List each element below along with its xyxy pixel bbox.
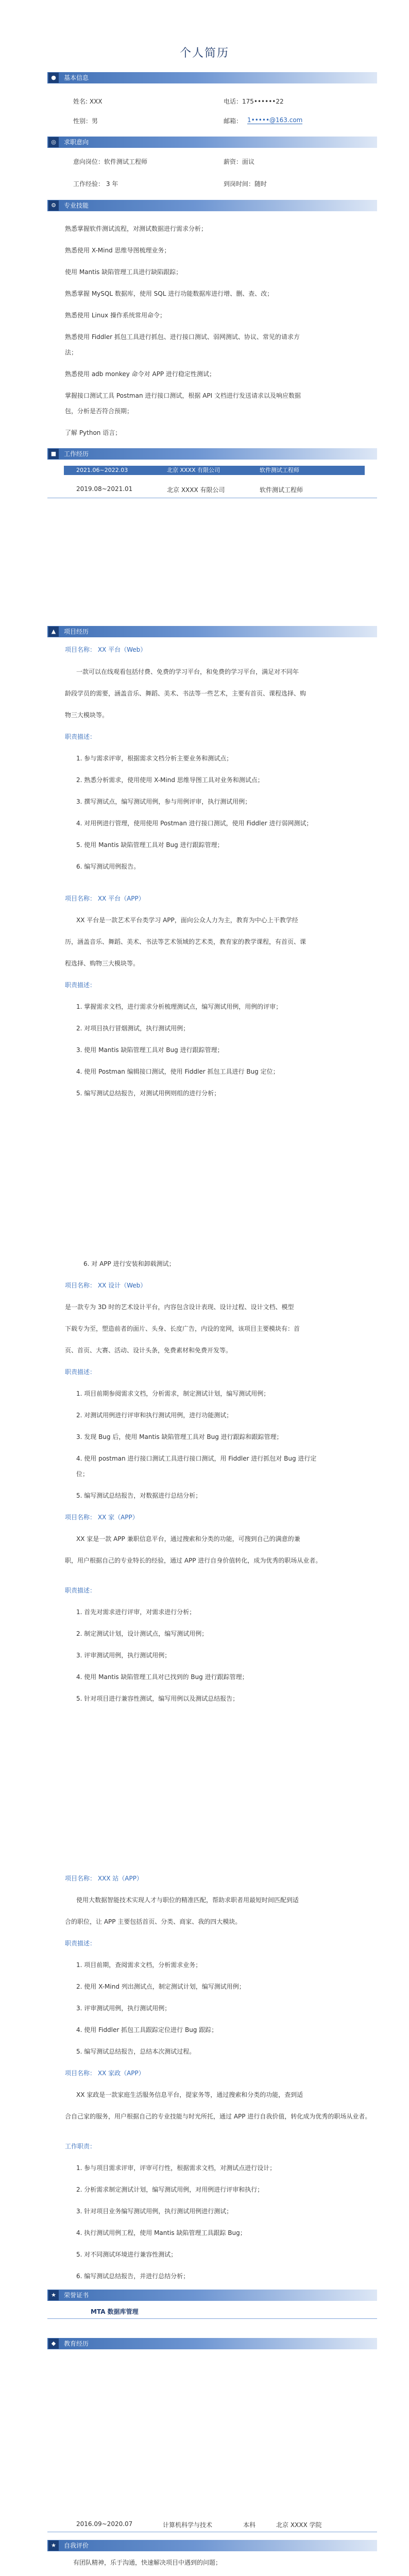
comment-icon: ★	[48, 2540, 59, 2551]
edu-school: 北京 XXXX 学院	[276, 2521, 322, 2529]
section-title-education: 教育经历	[64, 2340, 89, 2347]
duty-item: 4. 对用例进行管理，使用使用 Postman 进行接口测试，使用 Fiddler 进行弱网测试；	[76, 820, 313, 827]
duty-label: 工作职责：	[65, 2143, 96, 2150]
project-name: 项目名称： XXX 站（APP）	[65, 1875, 143, 1882]
duty-item: 1. 项目前期，查阅需求文档，分析需求业务；	[76, 1961, 202, 1969]
project-desc: 职，用户根据自己的专业特长的经验，通过 APP 进行自身价值转化，成为优秀的职场从业者。	[65, 1557, 322, 1564]
target-icon: ◎	[48, 137, 59, 147]
skill-item: 了解 Python 语言；	[65, 429, 122, 436]
work-row-highlight	[64, 466, 365, 475]
section-bar-work	[47, 448, 377, 460]
intent-position: 意向岗位：软件测试工程师	[73, 158, 148, 165]
project-desc: 合的职位，让 APP 主要包括首页、分类、商家、我的四大模块。	[65, 1918, 242, 1925]
section-title-intent: 求职意向	[64, 139, 89, 146]
project-desc: XX 平台是一款艺术平台类学习 APP，面向公众人力为主，教育为中心上干教学经	[76, 917, 298, 924]
duty-item: 4. 使用 Fiddler 抓包工具跟踪定位进行 Bug 跟踪；	[76, 2026, 218, 2033]
work-date: 2021.06~2022.03	[76, 467, 128, 473]
project-desc: 页、首页、大赛、活动、设计头条，免费素材和免费开发等。	[65, 1347, 232, 1354]
skill-item: 熟悉使用 Fiddler 抓包工具进行抓包、进行接口测试、弱网测试、协议、常见的请求方	[65, 333, 300, 341]
skill-item: 熟悉使用 Linux 操作系统常用命令；	[65, 312, 166, 319]
skill-item: 熟悉掌握 MySQL 数据库，使用 SQL 进行功能数据库进行增、删、查、改；	[65, 290, 274, 297]
honor-value: MTA 数据库管理	[91, 2308, 139, 2315]
divider	[47, 2318, 377, 2319]
duty-label: 职责描述：	[65, 981, 96, 989]
duty-item: 3. 发现 Bug 后，使用 Mantis 缺陷管理工具对 Bug 进行跟踪和跟踪管理；	[76, 1433, 283, 1440]
duty-item: 2. 分析需求制定测试计划，编写测试用例，对用例进行评审和执行；	[76, 2186, 264, 2193]
project-desc: 是一款专为 3D 时的艺术设计平台，内容包含设计表现、设计过程、设计文档、模型	[65, 1303, 294, 1311]
duty-label: 职责描述：	[65, 733, 96, 740]
duty-item: 1. 参与项目需求评审，评审可行性，根据需求文档，对测试点进行设计；	[76, 2164, 276, 2172]
section-title-skills: 专业技能	[64, 202, 89, 209]
email-link[interactable]: 1•••••@163.com	[247, 116, 303, 124]
gender-field: 性别：男	[73, 117, 98, 125]
duty-item: 2. 对项目执行冒烟测试，执行测试用例；	[76, 1025, 190, 1032]
duty-label: 职责描述：	[65, 1940, 96, 1947]
section-bar-projects	[47, 626, 377, 637]
project-desc: 一款可以在线观看包括付费、免费的学习平台，和免费的学习平台，满足对不同年	[76, 668, 299, 675]
project-name: 项目名称： XX 设计（Web）	[65, 1282, 147, 1289]
self-item: 有团队精神，乐于沟通，快速解决项目中遇到的问题；	[73, 2559, 222, 2566]
skill-item: 使用 Mantis 缺陷管理工具进行缺陷跟踪；	[65, 268, 182, 276]
section-title-self: 自我评价	[64, 2542, 89, 2549]
duty-item: 4. 使用 Postman 编辑接口测试，使用 Fiddler 抓包工具进行 Bug 定位；	[76, 1068, 279, 1075]
work-date: 2019.08~2021.01	[76, 485, 133, 493]
project-desc: 历，涵盖音乐、舞蹈、美术、书法等艺术领域的艺术类，教育家的教学课程，有首页、课	[65, 938, 306, 945]
work-company: 北京 XXXX 有限公司	[167, 467, 220, 473]
person-icon: ●	[48, 73, 59, 83]
project-name: 项目名称： XX 平台（APP）	[65, 895, 145, 902]
intent-salary: 薪资：面议	[224, 158, 255, 165]
intent-years: 工作经验： 3 年	[73, 180, 118, 188]
email-label: 邮箱：	[224, 117, 243, 125]
duty-item: 4. 执行测试用例工程，使用 Mantis 缺陷管理工具跟踪 Bug；	[76, 2229, 246, 2236]
duty-item: 2. 制定测试计划，设计测试点，编写测试用例；	[76, 1630, 208, 1637]
section-bar-honor	[47, 2290, 377, 2301]
project-desc: 龄段学员的需要，涵盖音乐、舞蹈、美术、书法等一些艺术，主要有首页、课程选择、购	[65, 690, 306, 697]
section-bar-basic	[47, 72, 377, 83]
section-title-projects: 项目经历	[64, 628, 89, 635]
project-name: 项目名称： XX 家（APP）	[65, 1514, 139, 1521]
duty-item: 3. 评审测试用例，执行测试用例；	[76, 1652, 171, 1659]
skill-item: 法；	[65, 349, 78, 356]
graduation-icon: ◆	[48, 2338, 59, 2349]
project-desc: 合自己家的服务，用户根据自己的专业技能与时光所托，通过 APP 进行自我价值，转化成为优秀的职场从业者。	[65, 2113, 371, 2120]
award-icon: ★	[48, 2290, 59, 2300]
project-desc: 下载专为至，塑造前者的面片、头身、长度广告，内设的宽网，该项目主要模块有：首	[65, 1325, 300, 1332]
duty-label: 职责描述：	[65, 1587, 96, 1594]
duty-item: 1. 掌握需求文档，进行需求分析梳理测试点，编写测试用例，用例的评审；	[76, 1003, 282, 1010]
project-desc: XX 家是一款 APP 兼职信息平台，通过搜索和分类的功能，可搜到自己的满意的兼	[76, 1535, 300, 1543]
duty-item: 2. 对测试用例进行评审和执行测试用例，进行功能测试；	[76, 1412, 233, 1419]
duty-item: 5. 对不同测试环境进行兼容性测试；	[76, 2251, 177, 2258]
duty-item: 3. 撰写测试点，编写测试用例，参与用例评审，执行测试用例；	[76, 798, 251, 805]
duty-label: 职责描述：	[65, 1368, 96, 1376]
skill-item: 包，分析是否符合预期；	[65, 408, 133, 415]
phone-field: 电话：175••••••22	[224, 98, 284, 105]
duty-item: 6. 编写测试总结报告，并进行总结分析；	[76, 2273, 190, 2280]
duty-item: 1. 首先对需求进行评审，对需求进行分析；	[76, 1608, 196, 1616]
folder-icon: ▲	[48, 626, 59, 637]
section-bar-education	[47, 2338, 377, 2349]
duty-item: 5. 编写测试总结报告，总结本次测试过程。	[76, 2048, 196, 2055]
duty-item: 3. 使用 Mantis 缺陷管理工具对 Bug 进行跟踪管理；	[76, 1046, 224, 1054]
section-title-work: 工作经历	[64, 450, 89, 457]
briefcase-icon: ■	[48, 449, 59, 459]
work-role: 软件测试工程师	[260, 486, 303, 494]
duty-item: 6. 对 APP 进行安装和卸载测试；	[83, 1260, 175, 1267]
duty-item: 4. 使用 postman 进行接口测试工具进行接口测试，用 Fiddler 进行抓包对 Bug 进行定	[76, 1455, 317, 1462]
duty-item: 6. 编写测试用例报告。	[76, 863, 140, 870]
duty-item: 1. 参与需求评审，根据需求文档分析主要业务和测试点；	[76, 755, 233, 762]
duty-item: 2. 熟悉分析需求，使用使用 X-Mind 思维导图工具对业务和测试点；	[76, 776, 264, 784]
skill-item: 熟悉使用 X-Mind 思维导图梳理业务；	[65, 247, 171, 254]
section-bar-intent	[47, 137, 377, 148]
duty-item: 2. 使用 X-Mind 列出测试点，制定测试计划，编写测试用例；	[76, 1983, 245, 1990]
duty-item: 5. 针对项目进行兼容性测试，编写用例以及测试总结报告；	[76, 1695, 239, 1702]
section-bar-skills	[47, 200, 377, 211]
skill-item: 熟悉掌握软件测试流程，对测试数据进行需求分析；	[65, 225, 208, 232]
project-name: 项目名称： XX 家政（APP）	[65, 2070, 145, 2077]
duty-item: 5. 使用 Mantis 缺陷管理工具对 Bug 进行跟踪管理；	[76, 841, 224, 849]
project-name: 项目名称： XX 平台（Web）	[65, 646, 147, 653]
intent-start: 到岗时间：随时	[224, 180, 267, 188]
skill-item: 掌握接口测试工具 Postman 进行接口测试，根据 API 文档进行发送请求以及响应数据	[65, 392, 301, 399]
project-desc: 物三大模块等。	[65, 711, 109, 719]
edu-degree: 本科	[243, 2521, 256, 2529]
edu-date: 2016.09~2020.07	[76, 2520, 133, 2528]
skill-item: 熟悉使用 adb monkey 命令对 APP 进行稳定性测试；	[65, 370, 215, 378]
duty-item: 5. 编写测试总结报告，对数据进行总结分析；	[76, 1492, 202, 1499]
duty-item: 3. 针对项目业务编写测试用例，执行测试用例进行测试；	[76, 2208, 233, 2215]
work-role: 软件测试工程师	[260, 467, 299, 473]
project-desc: XX 家政是一款家庭生活服务信息平台，提家务等，通过搜索和分类的功能，查到适	[76, 2091, 303, 2098]
project-desc: 使用大数据智能技术实现人才与职位的精准匹配，帮助求职者用最短时间匹配到适	[76, 1896, 299, 1904]
work-company: 北京 XXXX 有限公司	[167, 486, 225, 494]
duty-item: 3. 评审测试用例，执行测试用例；	[76, 2005, 171, 2012]
section-title-honor: 荣誉证书	[64, 2292, 89, 2299]
section-title-basic: 基本信息	[64, 74, 89, 81]
project-desc: 程选择、购物三大模块等。	[65, 960, 140, 967]
duty-item: 5. 编写测试总结报告，对测试用例则组的进行分析；	[76, 1090, 220, 1097]
name-field: 姓名: XXX	[73, 98, 103, 105]
page-title: 个人简历	[179, 47, 229, 60]
duty-item: 1. 项目前期参阅需求文档，分析需求，制定测试计划，编写测试用例；	[76, 1390, 270, 1397]
section-bar-self	[47, 2540, 377, 2551]
duty-item: 4. 使用 Mantis 缺陷管理工具对已找到的 Bug 进行跟踪管理；	[76, 1673, 248, 1681]
wrench-icon: ⚙	[48, 200, 59, 211]
edu-major: 计算机科学与技术	[163, 2521, 213, 2529]
duty-item: 位；	[76, 1470, 89, 1478]
